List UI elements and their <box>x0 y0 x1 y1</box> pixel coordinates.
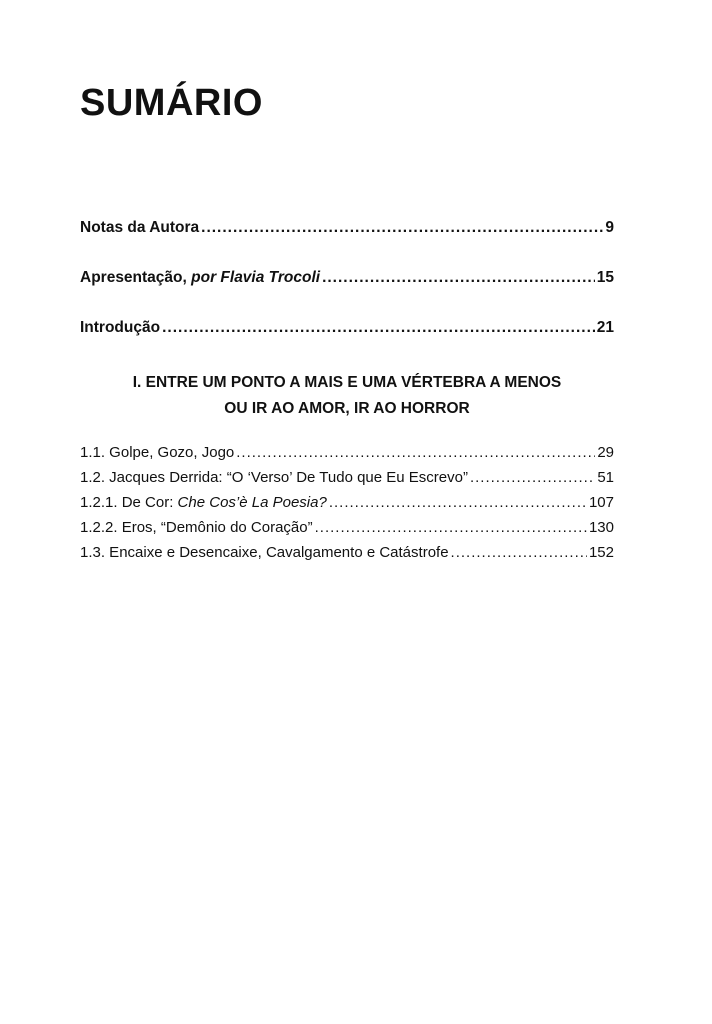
toc-entry-label: Introdução <box>80 319 161 336</box>
section-heading <box>80 370 614 422</box>
toc-entry-label: 1.2. Jacques Derrida: “O ‘Verso’ De Tudo que Eu Escrevo” <box>80 469 468 486</box>
toc-page-number: 130 <box>588 519 614 536</box>
toc-entry-label: 1.3. Encaixe e Desencaixe, Cavalgamento e Catástrofe <box>80 544 449 561</box>
toc-entry-label: Apresentação, por Flavia Trocoli <box>80 269 321 286</box>
toc-page-number: 9 <box>605 219 614 236</box>
dot-leader <box>470 469 595 486</box>
toc-entry-1-3[interactable] <box>80 544 614 561</box>
toc-page-number: 15 <box>596 269 614 286</box>
toc-entry-1-1[interactable] <box>80 444 614 461</box>
dot-leader <box>201 219 603 237</box>
toc-entry-label: 1.1. Golpe, Gozo, Jogo <box>80 444 235 461</box>
toc-entry-apresentacao[interactable] <box>80 269 614 287</box>
toc-entry-label: 1.2.2. Eros, “Demônio do Coração” <box>80 519 313 536</box>
section-heading-line-1: I. ENTRE UM PONTO A MAIS E UMA VÉRTEBRA A MENOS <box>132 374 562 391</box>
toc-entry-1-2-2[interactable] <box>80 519 614 536</box>
toc-entry-1-2-1[interactable] <box>80 494 614 511</box>
toc-entry-notas-da-autora[interactable] <box>80 219 614 237</box>
toc-page-number: 29 <box>597 444 614 461</box>
dot-leader <box>162 319 595 337</box>
dot-leader <box>236 444 595 461</box>
toc-entry-1-2[interactable] <box>80 469 614 486</box>
dot-leader <box>322 269 595 287</box>
toc-page-number: 107 <box>588 494 614 511</box>
toc-entry-label: Notas da Autora <box>80 219 200 236</box>
section-heading-line-2: OU IR AO AMOR, IR AO HORROR <box>224 400 470 417</box>
toc-page-number: 152 <box>588 544 614 561</box>
toc-entry-introducao[interactable] <box>80 319 614 337</box>
toc-page-number: 21 <box>596 319 614 336</box>
toc-entry-label: 1.2.1. De Cor: Che Cos’è La Poesia? <box>80 494 327 511</box>
dot-leader <box>315 519 587 536</box>
dot-leader <box>329 494 587 511</box>
toc-page-number: 51 <box>597 469 614 486</box>
page-title: SUMÁRIO <box>80 82 263 124</box>
dot-leader <box>451 544 587 561</box>
